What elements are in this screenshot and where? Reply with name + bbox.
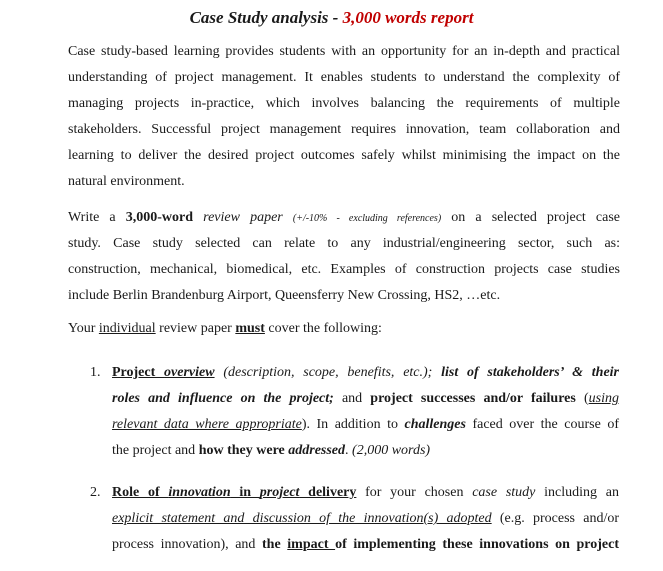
req-individual: individual	[98, 321, 156, 336]
item1-addressed: addressed	[288, 443, 346, 458]
item1-and: and	[333, 391, 371, 406]
item1-stakeholders: list of stakeholders’ & their	[441, 365, 620, 380]
list-item-body	[112, 480, 619, 558]
item2-explicit: explicit statement and discussion of the innovation(s) adopted	[112, 511, 492, 526]
item1-project-and: the project and	[112, 443, 199, 458]
brief-line	[68, 205, 620, 231]
item-line	[112, 532, 619, 558]
item1-desc: (description, scope, benefits, etc.);	[214, 365, 442, 380]
item1-how: how they were	[198, 443, 289, 458]
req-cover: cover the following:	[264, 321, 382, 336]
item2-the: the	[262, 537, 288, 552]
list-number: 1.	[90, 365, 101, 380]
item1-addition: ). In addition to	[301, 417, 405, 432]
item1-heading: Project overview	[112, 365, 215, 380]
brief-word-count: 3,000-word	[125, 210, 194, 225]
brief-write: Write a	[68, 210, 126, 225]
req-your: Your	[68, 321, 99, 336]
item-line	[112, 506, 619, 532]
brief-rest: on a selected project case	[441, 210, 621, 225]
item-line	[112, 412, 619, 438]
brief-review-paper: review paper	[193, 210, 293, 225]
item1-relevant-data: relevant data where appropriate	[112, 417, 302, 432]
intro-line: managing projects in-practice, which involves balancing the requirements of multiple	[68, 96, 620, 111]
brief-line: construction, mechanical, biomedical, etc. Examples of construction projects case studies	[68, 262, 620, 277]
item2-heading: Role of innovation in project delivery	[112, 485, 357, 500]
requirement-paragraph	[68, 316, 620, 342]
req-review-paper: review paper	[155, 321, 236, 336]
brief-paragraph	[68, 205, 620, 309]
intro-paragraph	[68, 39, 620, 195]
item2-chosen: for your chosen	[356, 485, 473, 500]
item-line	[112, 386, 619, 412]
item2-impact: impact	[287, 537, 336, 552]
intro-line: learning to deliver the desired project outcomes safely whilst minimising the impact on the	[68, 148, 620, 163]
list-number: 2.	[90, 485, 101, 500]
item1-paren: (	[575, 391, 589, 406]
requirement-line	[68, 316, 620, 342]
item-line	[112, 360, 619, 386]
item2-case-study: case study	[472, 485, 536, 500]
item-line	[112, 480, 619, 506]
intro-line: natural environment.	[68, 174, 185, 189]
item1-word-count: (2,000 words)	[352, 443, 431, 458]
item1-using: using	[588, 391, 619, 406]
item2-implementing: of implementing these innovations on project	[335, 537, 620, 552]
item1-successes: project successes and/or failures	[370, 391, 576, 406]
document-title	[0, 8, 663, 28]
item1-challenges: challenges	[404, 417, 466, 432]
brief-line: study. Case study selected can relate to any industrial/engineering sector, such as:	[68, 236, 620, 251]
intro-line: Case study-based learning provides students with an opportunity for an in-depth and practical	[68, 44, 620, 59]
list-item-body	[112, 360, 619, 464]
item-line	[112, 438, 619, 464]
req-must: must	[235, 321, 265, 336]
item2-eg: (e.g. process and/or	[491, 511, 619, 526]
brief-line: include Berlin Brandenburg Airport, Queensferry New Crossing, HS2, …etc.	[68, 288, 501, 303]
item1-faced: faced over the course of	[465, 417, 619, 432]
title-main: Case Study analysis -	[189, 8, 343, 27]
item2-including: including an	[535, 485, 619, 500]
title-word-count: 3,000 words report	[342, 8, 474, 27]
brief-tolerance: (+/-10% - excluding references)	[292, 213, 442, 224]
item2-process: process innovation), and	[112, 537, 263, 552]
item1-roles: roles and influence on the project;	[112, 391, 334, 406]
intro-line: understanding of project management. It enables students to understand the complexity of	[68, 70, 620, 85]
intro-line: stakeholders. Successful project management requires innovation, team collaboration and	[68, 122, 620, 137]
item1-period: .	[345, 443, 353, 458]
